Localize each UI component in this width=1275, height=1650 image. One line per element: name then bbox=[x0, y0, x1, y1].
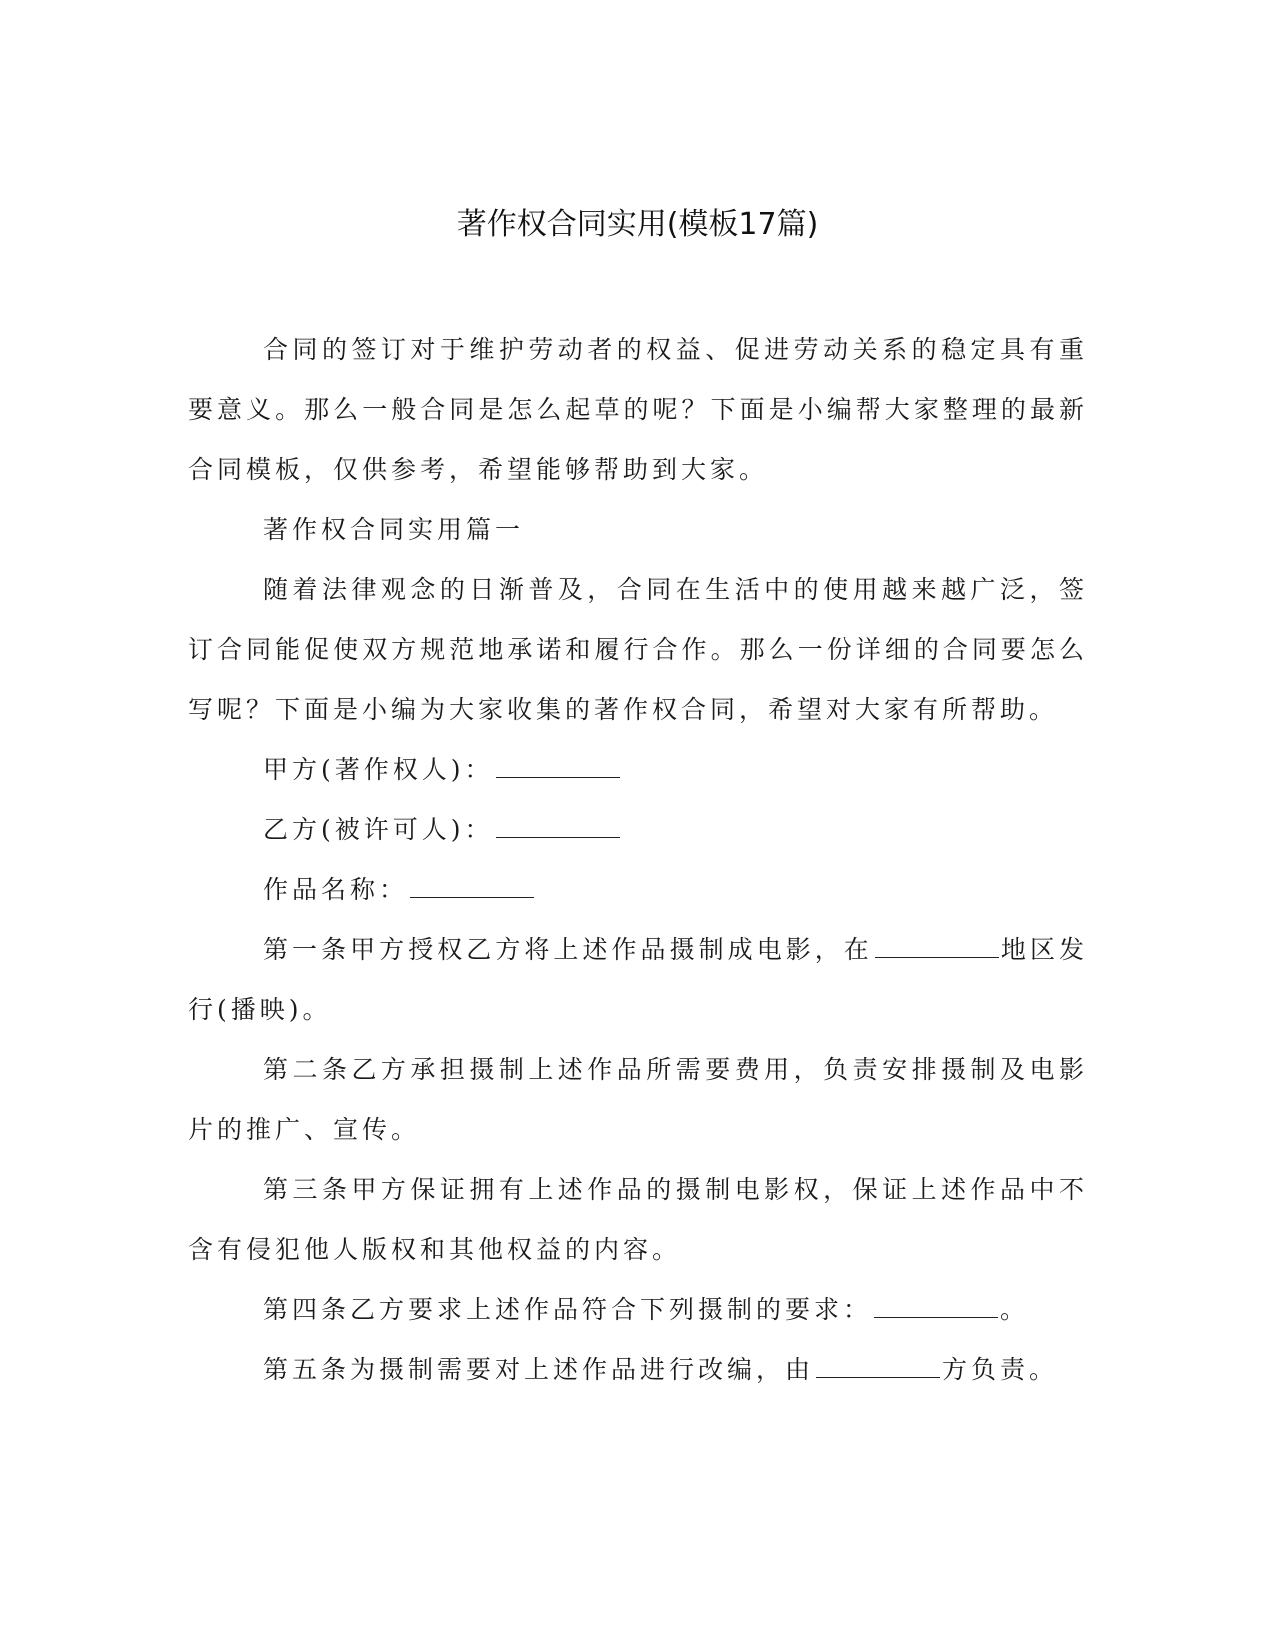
section-heading: 著作权合同实用篇一 bbox=[263, 515, 525, 544]
clause-5-party-blank bbox=[816, 1355, 940, 1378]
work-name-label: 作品名称： bbox=[263, 875, 409, 904]
clause-1 bbox=[188, 920, 1088, 1040]
document-body bbox=[188, 320, 1088, 1400]
clause-5 bbox=[188, 1340, 1088, 1400]
clause-4 bbox=[188, 1280, 1088, 1340]
work-name-blank bbox=[410, 875, 534, 898]
party-b-blank bbox=[496, 815, 620, 838]
party-b-line bbox=[188, 800, 1088, 860]
section-intro-paragraph: 随着法律观念的日渐普及，合同在生活中的使用越来越广泛，签订合同能促使双方规范地承诺和履行合作。那么一份详细的合同要怎么写呢？下面是小编为大家收集的著作权合同，希望对大家有所帮助。 bbox=[188, 575, 1088, 724]
clause-5-text-b: 方负责。 bbox=[942, 1355, 1059, 1384]
party-a-line bbox=[188, 740, 1088, 800]
clause-1-text-b: 地区发行(播映)。 bbox=[188, 935, 1088, 1024]
party-a-label: 甲方(著作权人)： bbox=[263, 755, 494, 784]
clause-4-requirements-blank bbox=[874, 1295, 998, 1318]
clause-4-text-a: 第四条乙方要求上述作品符合下列摄制的要求： bbox=[263, 1295, 873, 1324]
clause-2: 第二条乙方承担摄制上述作品所需要费用，负责安排摄制及电影片的推广、宣传。 bbox=[188, 1055, 1088, 1144]
work-name-line bbox=[188, 860, 1088, 920]
clause-5-text-a: 第五条为摄制需要对上述作品进行改编，由 bbox=[263, 1355, 815, 1384]
clause-1-region-blank bbox=[875, 935, 999, 958]
clause-1-text-a: 第一条甲方授权乙方将上述作品摄制成电影，在 bbox=[263, 935, 873, 964]
document-title: 著作权合同实用(模板17篇) bbox=[456, 207, 819, 242]
clause-3: 第三条甲方保证拥有上述作品的摄制电影权，保证上述作品中不含有侵犯他人版权和其他权益的内容。 bbox=[188, 1175, 1088, 1264]
party-b-label: 乙方(被许可人)： bbox=[263, 815, 494, 844]
clause-4-text-b: 。 bbox=[1000, 1295, 1030, 1324]
party-a-blank bbox=[496, 755, 620, 778]
intro-paragraph: 合同的签订对于维护劳动者的权益、促进劳动关系的稳定具有重要意义。那么一般合同是怎么起草的呢？下面是小编帮大家整理的最新合同模板，仅供参考，希望能够帮助到大家。 bbox=[188, 335, 1088, 484]
